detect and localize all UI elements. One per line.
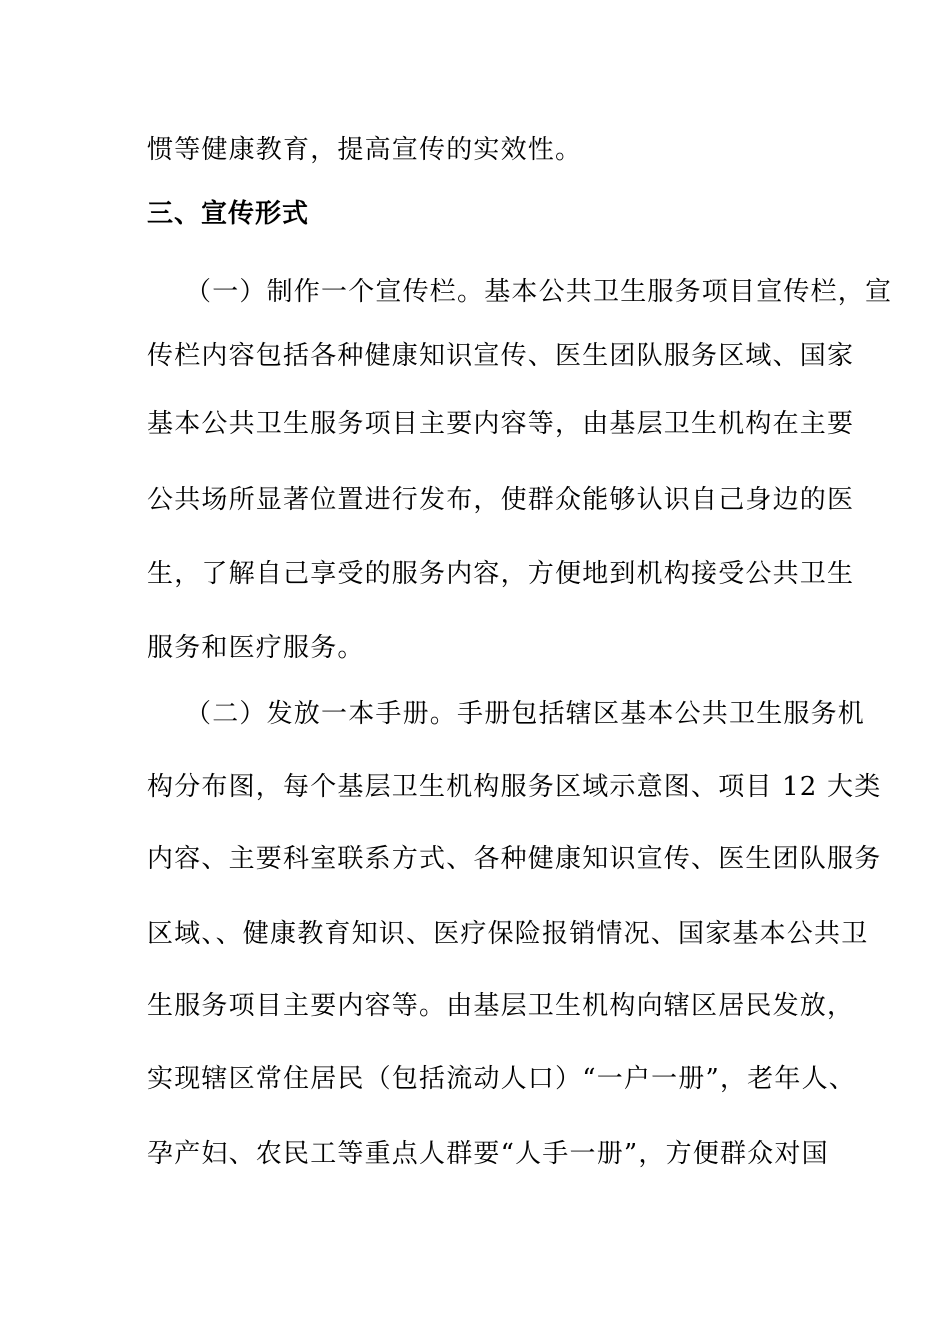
section-heading: 三、宣传形式 — [147, 199, 310, 229]
paragraph-1-line-6: 服务和医疗服务。 — [147, 633, 365, 663]
paragraph-2-line-2: 构分布图，每个基层卫生机构服务区域示意图、项目 12 大类 — [147, 772, 882, 802]
paragraph-2-line-3: 内容、主要科室联系方式、各种健康知识宣传、医生团队服务 — [147, 844, 882, 874]
paragraph-1-line-2: 传栏内容包括各种健康知识宣传、医生团队服务区域、国家 — [147, 341, 855, 371]
paragraph-2-line-6: 实现辖区常住居民（包括流动人口）“一户一册”，老年人、 — [147, 1064, 856, 1094]
paragraph-1-line-1: （一）制作一个宣传栏。基本公共卫生服务项目宣传栏，宣 — [185, 277, 893, 307]
paragraph-2-line-1: （二）发放一本手册。手册包括辖区基本公共卫生服务机 — [185, 699, 866, 729]
paragraph-1-line-4: 公共场所显著位置进行发布，使群众能够认识自己身边的医 — [147, 485, 855, 515]
paragraph-1-line-3: 基本公共卫生服务项目主要内容等，由基层卫生机构在主要 — [147, 409, 855, 439]
paragraph-2-line-4: 区域、、健康教育知识、医疗保险报销情况、国家基本公共卫 — [147, 919, 869, 949]
paragraph-line-continuation: 惯等健康教育，提高宣传的实效性。 — [147, 135, 583, 165]
paragraph-2-line-7: 孕产妇、农民工等重点人群要“人手一册”，方便群众对国 — [147, 1139, 829, 1169]
paragraph-2-line-5: 生服务项目主要内容等。由基层卫生机构向辖区居民发放， — [147, 991, 855, 1021]
paragraph-1-line-5: 生，了解自己享受的服务内容，方便地到机构接受公共卫生 — [147, 559, 855, 589]
